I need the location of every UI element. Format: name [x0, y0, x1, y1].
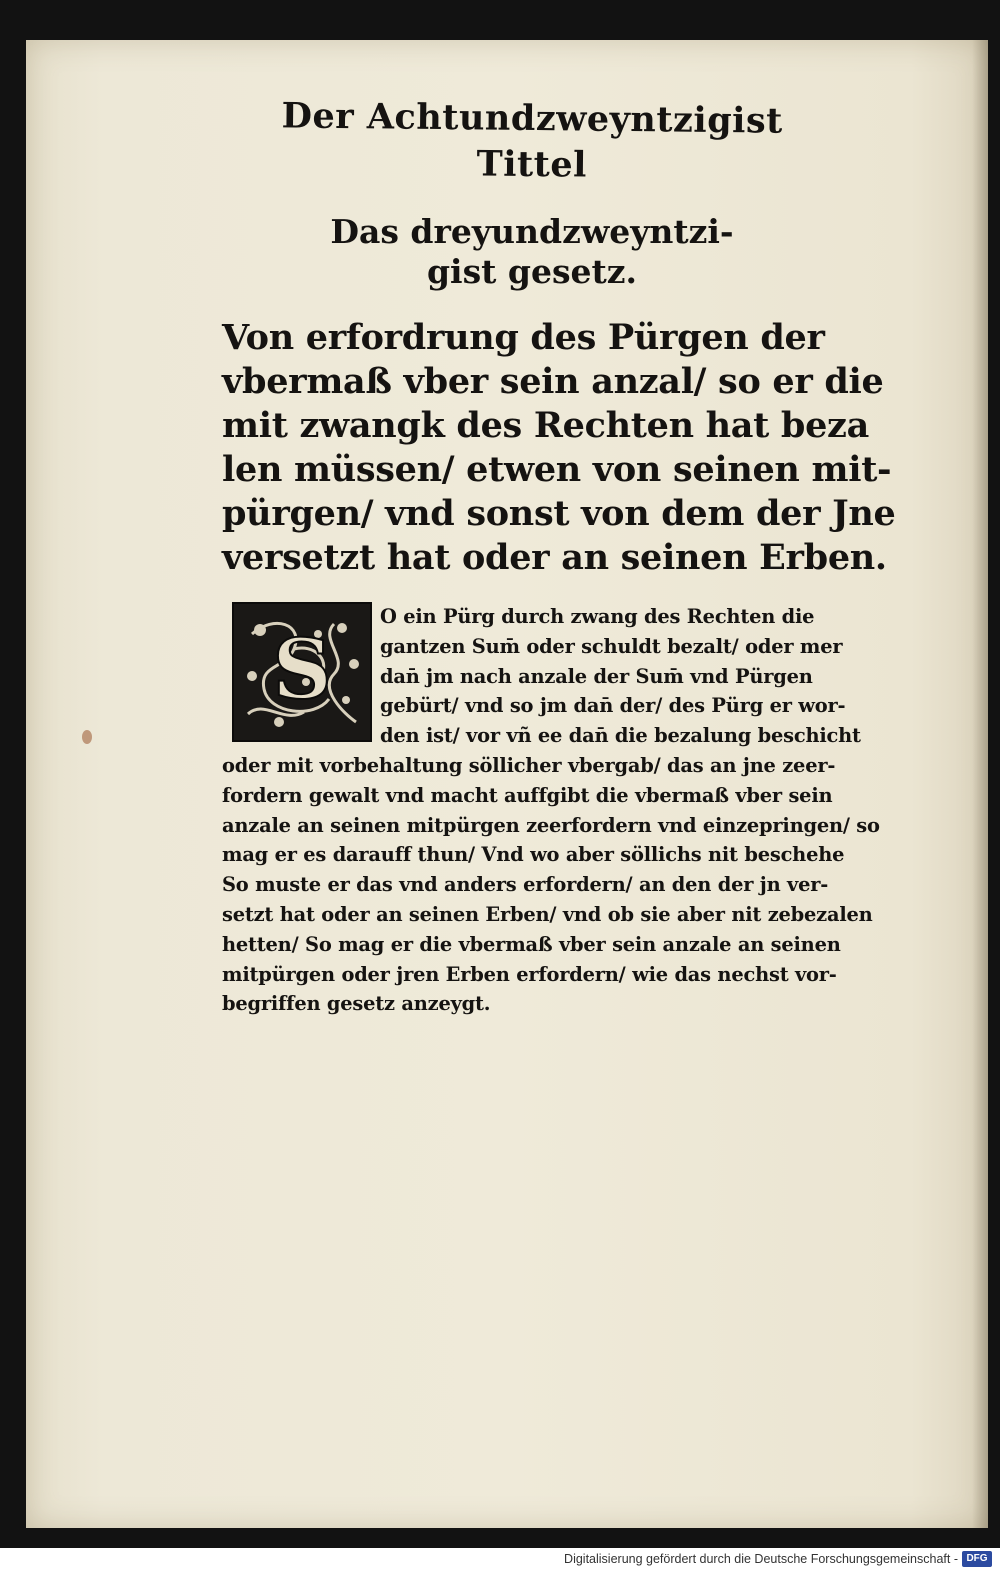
body-line: gantzen Sum̄ oder schuldt bezalt/ oder mer: [380, 634, 843, 658]
initial-letter-glyph: S: [272, 622, 332, 718]
body-line: fordern gewalt vnd macht auffgibt die vbermaß vber sein: [222, 783, 833, 807]
body-line: gebürt/ vnd so jm dan̄ der/ des Pürg er wor-: [380, 694, 846, 718]
body-line: setzt hat oder an seinen Erben/ vnd ob sie aber nit zebezalen: [222, 902, 873, 926]
page-edge-shadow: [972, 40, 988, 1528]
summary-line: vbermaß vber sein anzal/ so er die: [222, 361, 884, 402]
summary-line: pürgen/ vnd sonst von dem der Jne: [222, 493, 896, 534]
body-line: mag er es darauff thun/ Vnd wo aber söllichs nit beschehe: [222, 843, 845, 867]
summary-line: Von erfordrung des Pürgen der: [222, 317, 825, 358]
decorated-initial-letter: [232, 602, 372, 742]
body-line: mitpürgen oder jren Erben erfordern/ wie das nechst vor-: [222, 962, 837, 986]
law-heading-line: Das dreyundzweyntzi-: [330, 212, 734, 251]
summary-line: versetzt hat oder an seinen Erben.: [222, 537, 887, 578]
law-heading: [222, 212, 842, 292]
page-text-block: [222, 95, 896, 1019]
body-line: O ein Pürg durch zwang des Rechten die: [380, 605, 815, 628]
summary-line: len müssen/ etwen von seinen mit-: [222, 449, 892, 490]
body-line: anzale an seinen mitpürgen zeerfordern vnd einzepringen/ so: [222, 813, 880, 837]
body-line: dan̄ jm nach anzale der Sum̄ vnd Pürgen: [380, 664, 813, 688]
body-line: den ist/ vor vñ ee dan̄ die bezalung beschicht: [380, 724, 861, 748]
paper-stain: [82, 730, 92, 744]
body-line: begriffen gesetz anzeygt.: [222, 992, 491, 1016]
funding-credit: Digitalisierung gefördert durch die Deutsche Forschungsgemeinschaft -: [564, 1552, 958, 1566]
running-title: Der Achtundzweyntzigist Tittel: [281, 95, 784, 186]
law-body-text: [222, 602, 880, 1019]
title-summary: [222, 316, 896, 580]
summary-line: mit zwangk des Rechten hat beza: [222, 405, 870, 446]
body-line: oder mit vorbehaltung söllicher vbergab/ das an jne zeer-: [222, 753, 836, 777]
law-heading-line: gist gesetz.: [426, 252, 638, 291]
dfg-logo[interactable]: DFG: [962, 1551, 992, 1567]
floral-ornament-icon: [234, 604, 370, 740]
body-line: hetten/ So mag er die vbermaß vber sein anzale an seinen: [222, 932, 841, 956]
body-line: So muste er das vnd anders erfordern/ an den der jn ver-: [222, 873, 829, 897]
